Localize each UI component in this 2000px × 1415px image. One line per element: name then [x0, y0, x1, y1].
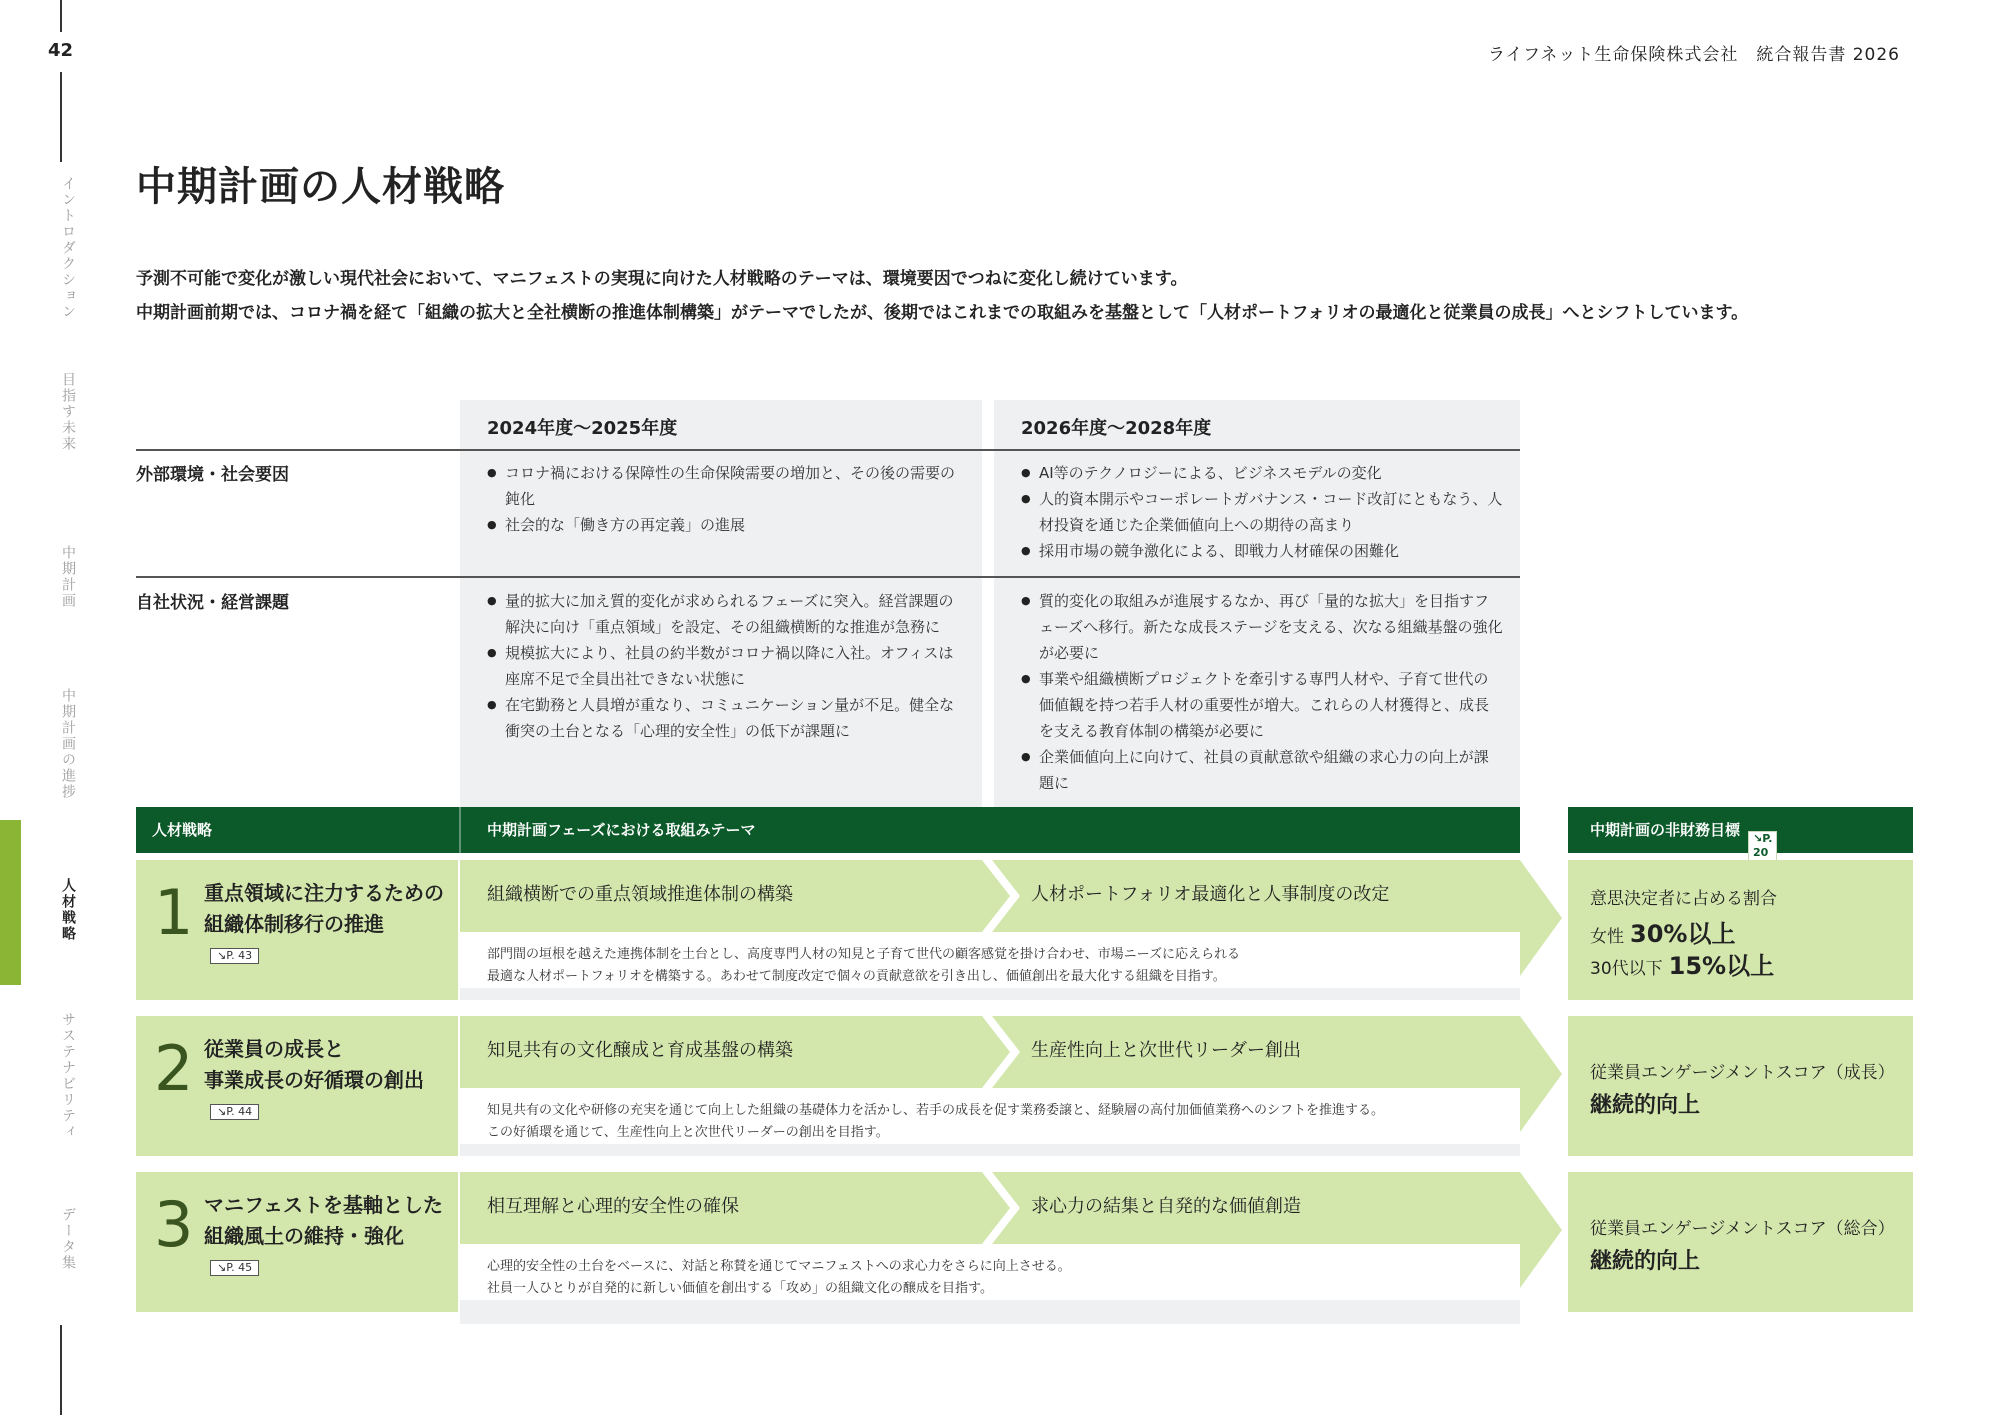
strategy-1-desc-line2: 最適な人材ポートフォリオを構築する。あわせて制度改定で個々の貢献意欲を引き出し、価値創出を最大化する組織を目指す。 [487, 969, 1226, 984]
band-targets-label: 中期計画の非財務目標 [1590, 821, 1741, 839]
sidenav-item-sustainability[interactable]: サステナビリティ [60, 1012, 76, 1140]
sidenav-item-midterm-plan[interactable]: 中期計画 [60, 545, 76, 609]
list-item: ● 社会的な「働き方の再定義」の進展 [487, 512, 967, 538]
list-item: ● AI等のテクノロジーによる、ビジネスモデルの変化 [1021, 460, 1503, 486]
strategy-1-page-link[interactable]: ↘P. 43 [210, 948, 259, 964]
list-item: ● 企業価値向上に向けて、社員の貢献意欲や組織の求心力の向上が課題に [1021, 744, 1503, 796]
table-rule-2 [136, 576, 1520, 578]
page-title: 中期計画の人材戦略 [136, 164, 505, 210]
target-1-line-30s [1590, 946, 1774, 981]
target-1-label: 意思決定者に占める割合 [1590, 889, 1777, 909]
target-1-30s-value: 15%以上 [1668, 952, 1775, 980]
strategy-3-desc-line1: 心理的安全性の土台をベースに、対話と称賛を通じてマニフェストへの求心力をさらに向上させる。 [487, 1259, 1071, 1274]
list-item: ● 在宅勤務と人員増が重なり、コミュニケーション量が不足。健全な衝突の土台となる「心理的安全性」の低下が課題に [487, 692, 967, 744]
strategy-1-title-line1: 重点領域に注力するための [204, 881, 444, 905]
strategy-3-title-line1: マニフェストを基軸とした [204, 1193, 443, 1217]
external-period2-list [1021, 460, 1503, 564]
band-themes-label: 中期計画フェーズにおける取組みテーマ [487, 821, 756, 839]
list-item: ● 人的資本開示やコーポレートガバナンス・コード改訂にともなう、人材投資を通じた企業価値向上への期待の高まり [1021, 486, 1503, 538]
list-item: ● 規模拡大により、社員の約半数がコロナ禍以降に入社。オフィスは座席不足で全員出社できない状態に [487, 640, 967, 692]
strategy-3-theme-1: 相互理解と心理的安全性の確保 [487, 1196, 739, 1217]
strategy-3-number: 3 [154, 1188, 194, 1261]
strategy-1-number: 1 [154, 876, 194, 949]
external-period1-list [487, 460, 967, 538]
target-1-30s-prefix: 30代以下 [1590, 959, 1663, 979]
intro-line-2: 中期計画前期では、コロナ禍を経て「組織の拡大と全社横断の推進体制構築」がテーマでしたが、後期ではこれまでの取組みを基盤として「人材ポートフォリオの最適化と従業員の成長」へとシフトしています。 [136, 303, 1749, 323]
list-item: ● 質的変化の取組みが進展するなか、再び「量的な拡大」を目指すフェーズへ移行。新たな成長ステージを支える、次なる組織基盤の強化が必要に [1021, 588, 1503, 666]
strategy-1-theme-2: 人材ポートフォリオ最適化と人事制度の改定 [1031, 884, 1390, 905]
band-targets-wrap [1590, 819, 1773, 859]
target-2-label: 従業員エンゲージメントスコア（成長） [1590, 1063, 1895, 1083]
sidenav-item-plan-progress[interactable]: 中期計画の進捗 [60, 688, 76, 800]
target-2-value: 継続的向上 [1590, 1093, 1701, 1118]
strategy-3-desc-line2: 社員一人ひとりが自発的に新しい価値を創出する「攻め」の組織文化の醸成を目指す。 [487, 1281, 993, 1296]
strategy-2-theme-1: 知見共有の文化醸成と育成基盤の構築 [487, 1040, 793, 1061]
strategy-3-page-link[interactable]: ↘P. 45 [210, 1260, 259, 1276]
strategy-1-theme-1: 組織横断での重点領域推進体制の構築 [487, 884, 793, 905]
list-item: ● コロナ禍における保障性の生命保険需要の増加と、その後の需要の鈍化 [487, 460, 967, 512]
table-rule-1 [136, 449, 1520, 451]
band-strategy-label: 人材戦略 [152, 821, 213, 839]
side-rule-bottom [60, 1325, 62, 1415]
list-item: ● 事業や組織横断プロジェクトを牽引する専門人材や、子育て世代の価値観を持つ若手人材の重要性が増大。これらの人材獲得と、成長を支える教育体制の構築が必要に [1021, 666, 1503, 744]
target-2-card [1568, 1016, 1913, 1156]
target-3-card [1568, 1172, 1913, 1312]
list-item: ● 採用市場の競争激化による、即戦力人材確保の困難化 [1021, 538, 1503, 564]
strategy-2-page-link[interactable]: ↘P. 44 [210, 1104, 259, 1120]
row-label-internal: 自社状況・経営課題 [136, 593, 289, 613]
sidenav-item-data[interactable]: データ集 [60, 1207, 76, 1271]
side-rule-upper [60, 72, 62, 162]
strategy-1-desc-line1: 部門間の垣根を越えた連携体制を土台とし、高度専門人材の知見と子育て世代の顧客感覚を掛け合わせ、市場ニーズに応えられる [487, 947, 1240, 962]
sidenav-item-introduction[interactable]: イントロダクション [60, 176, 76, 320]
report-header: ライフネット生命保険株式会社 統合報告書 2026 [1488, 45, 1900, 65]
period2-header: 2026年度～2028年度 [1021, 418, 1212, 439]
sidenav-item-hr-strategy[interactable]: 人材戦略 [60, 878, 76, 942]
side-rule-top [60, 0, 62, 32]
strategy-2-title-line2: 事業成長の好循環の創出 [204, 1068, 424, 1092]
strategy-2-theme-2: 生産性向上と次世代リーダー創出 [1031, 1040, 1301, 1061]
sidenav-item-future[interactable]: 目指す未来 [60, 372, 76, 452]
internal-period1-list [487, 588, 967, 744]
strategy-2-desc-line2: この好循環を通じて、生産性向上と次世代リーダーの創出を目指す。 [487, 1125, 889, 1140]
target-1-women-value: 30%以上 [1630, 920, 1736, 948]
band-divider [459, 807, 461, 853]
row-label-external: 外部環境・社会要因 [136, 465, 289, 485]
target-1-line-women [1590, 914, 1735, 949]
internal-period2-list [1021, 588, 1503, 796]
target-3-label: 従業員エンゲージメントスコア（総合） [1590, 1219, 1895, 1239]
target-1-women-prefix: 女性 [1590, 927, 1624, 947]
targets-band [1568, 807, 1913, 859]
strategy-3-theme-2: 求心力の結集と自発的な価値創造 [1031, 1196, 1301, 1217]
list-item: ● 量的拡大に加え質的変化が求められるフェーズに突入。経営課題の解決に向け「重点領域」を設定、その組織横断的な推進が急務に [487, 588, 967, 640]
target-3-value: 継続的向上 [1590, 1249, 1701, 1274]
strategy-1-title-line2: 組織体制移行の推進 [204, 912, 384, 936]
strategy-band [136, 807, 1520, 853]
period1-header: 2024年度～2025年度 [487, 418, 678, 439]
intro-line-1: 予測不可能で変化が激しい現代社会において、マニフェストの実現に向けた人材戦略のテーマは、環境要因でつねに変化し続けています。 [136, 269, 1188, 289]
strategy-3-title-line2: 組織風土の維持・強化 [204, 1224, 404, 1248]
sidenav-active-indicator [0, 820, 21, 985]
strategy-2-desc-line1: 知見共有の文化や研修の充実を通じて向上した組織の基礎体力を活かし、若手の成長を促す業務委譲と、経験層の高付加価値業務へのシフトを推進する。 [487, 1103, 1385, 1118]
page-number: 42 [48, 40, 74, 61]
targets-page-link[interactable]: ↘P. 20 [1748, 831, 1777, 861]
strategy-2-number: 2 [154, 1032, 194, 1105]
strategy-2-title-line1: 従業員の成長と [204, 1037, 344, 1061]
